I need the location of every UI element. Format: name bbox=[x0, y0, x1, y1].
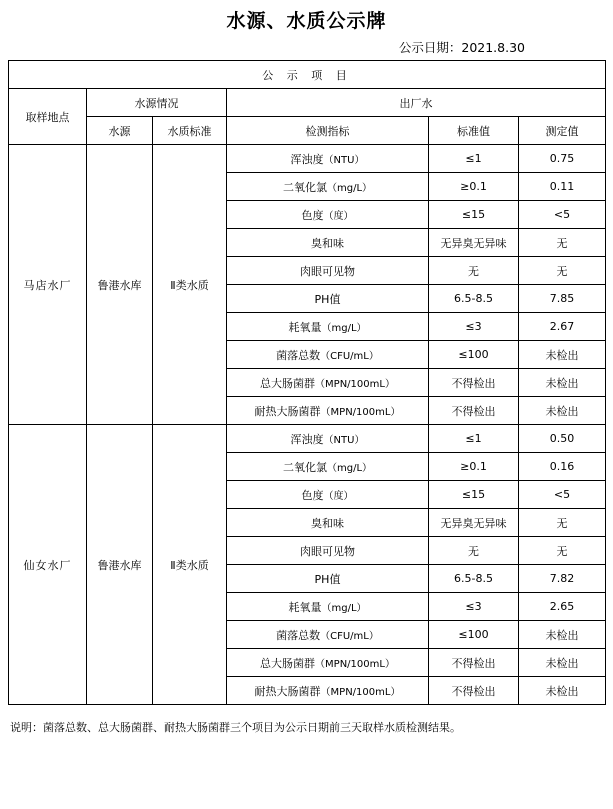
measured-value-cell: 0.50 bbox=[519, 425, 606, 453]
indicator-unit: （mg/L） bbox=[321, 322, 367, 334]
indicator-name: 肉眼可见物 bbox=[300, 544, 355, 558]
indicator-cell bbox=[227, 677, 429, 705]
plant-source: 鲁港水库 bbox=[87, 425, 153, 705]
table-row bbox=[9, 145, 606, 173]
standard-value-cell: 无异臭无异味 bbox=[429, 229, 519, 257]
indicator-name: 耗氧量 bbox=[288, 320, 322, 334]
header-standard-value: 标准值 bbox=[429, 117, 519, 145]
indicator-name: 菌落总数 bbox=[276, 628, 321, 642]
measured-value-cell: 0.75 bbox=[519, 145, 606, 173]
standard-value-cell: 不得检出 bbox=[429, 369, 519, 397]
measured-value-cell: 未检出 bbox=[519, 677, 606, 705]
indicator-unit: （mg/L） bbox=[321, 602, 367, 614]
indicator-name: 总大肠菌群 bbox=[260, 376, 316, 390]
indicator-unit: （MPN/100mL） bbox=[320, 686, 401, 698]
footnote: 说明：菌落总数、总大肠菌群、耐热大肠菌群三个项目为公示日期前三天取样水质检测结果。 bbox=[10, 721, 461, 734]
indicator-unit: （NTU） bbox=[323, 154, 365, 166]
standard-value-cell: 无异臭无异味 bbox=[429, 509, 519, 537]
indicator-unit: （mg/L） bbox=[326, 462, 373, 474]
indicator-name: 总大肠菌群 bbox=[260, 656, 316, 670]
indicator-name: PH值 bbox=[314, 292, 341, 306]
standard-value-cell: 不得检出 bbox=[429, 649, 519, 677]
indicator-name: 二氧化氯 bbox=[282, 460, 327, 474]
header-indicator: 检测指标 bbox=[227, 117, 429, 145]
header-source: 水源 bbox=[87, 117, 153, 145]
header-outlet-group: 出厂水 bbox=[227, 89, 606, 117]
indicator-cell bbox=[227, 649, 429, 677]
standard-value-cell: ≤3 bbox=[429, 593, 519, 621]
measured-value-cell: 未检出 bbox=[519, 621, 606, 649]
measured-value-cell: 无 bbox=[519, 537, 606, 565]
indicator-unit: （NTU） bbox=[323, 434, 365, 446]
indicator-name: 耐热大肠菌群 bbox=[254, 684, 321, 698]
measured-value-cell: 无 bbox=[519, 509, 606, 537]
indicator-unit: （MPN/100mL） bbox=[315, 658, 395, 670]
indicator-cell bbox=[227, 397, 429, 425]
plant-standard: Ⅱ类水质 bbox=[153, 145, 227, 425]
measured-value-cell: 未检出 bbox=[519, 649, 606, 677]
standard-value-cell: ≤1 bbox=[429, 145, 519, 173]
table-row bbox=[9, 425, 606, 453]
indicator-cell bbox=[227, 201, 429, 229]
indicator-cell bbox=[227, 341, 429, 369]
indicator-name: 色度 bbox=[301, 488, 324, 502]
indicator-name: 色度 bbox=[301, 208, 324, 222]
indicator-name: 臭和味 bbox=[311, 236, 344, 250]
header-location: 取样地点 bbox=[9, 89, 87, 145]
indicator-name: 耗氧量 bbox=[288, 600, 322, 614]
indicator-unit: （度） bbox=[323, 490, 354, 502]
plant-source: 鲁港水库 bbox=[87, 145, 153, 425]
banner-row bbox=[9, 61, 606, 89]
standard-value-cell: 不得检出 bbox=[429, 397, 519, 425]
indicator-unit: （度） bbox=[323, 210, 354, 222]
plant-standard: Ⅱ类水质 bbox=[153, 425, 227, 705]
measured-value-cell: 无 bbox=[519, 229, 606, 257]
measured-value-cell: 0.11 bbox=[519, 173, 606, 201]
measured-value-cell: 0.16 bbox=[519, 453, 606, 481]
measured-value-cell: 7.85 bbox=[519, 285, 606, 313]
indicator-unit: （CFU/mL） bbox=[320, 630, 379, 642]
indicator-cell bbox=[227, 313, 429, 341]
standard-value-cell: ≤15 bbox=[429, 201, 519, 229]
indicator-cell bbox=[227, 453, 429, 481]
publish-date-row bbox=[0, 38, 613, 60]
indicator-cell bbox=[227, 173, 429, 201]
indicator-unit: （MPN/100mL） bbox=[320, 406, 401, 418]
measured-value-cell: 2.67 bbox=[519, 313, 606, 341]
measured-value-cell: 未检出 bbox=[519, 397, 606, 425]
indicator-cell bbox=[227, 229, 429, 257]
measured-value-cell: <5 bbox=[519, 201, 606, 229]
plant-name: 仙女水厂 bbox=[9, 425, 87, 705]
indicator-cell bbox=[227, 537, 429, 565]
indicator-name: 浑浊度 bbox=[290, 432, 324, 446]
indicator-name: 二氧化氯 bbox=[282, 180, 327, 194]
water-quality-table bbox=[8, 60, 606, 705]
table-header bbox=[9, 61, 606, 145]
measured-value-cell: 2.65 bbox=[519, 593, 606, 621]
indicator-cell bbox=[227, 425, 429, 453]
indicator-name: 菌落总数 bbox=[276, 348, 321, 362]
indicator-cell bbox=[227, 621, 429, 649]
page-title: 水源、水质公示牌 bbox=[226, 10, 387, 32]
plant-name: 马店水厂 bbox=[9, 145, 87, 425]
standard-value-cell: ≥0.1 bbox=[429, 453, 519, 481]
indicator-cell bbox=[227, 565, 429, 593]
standard-value-cell: 不得检出 bbox=[429, 677, 519, 705]
standard-value-cell: ≤1 bbox=[429, 425, 519, 453]
standard-value-cell: 无 bbox=[429, 257, 519, 285]
publish-date: 公示日期：2021.8.30 bbox=[398, 40, 525, 55]
standard-value-cell: ≤100 bbox=[429, 341, 519, 369]
header-source-group: 水源情况 bbox=[87, 89, 227, 117]
table-body bbox=[9, 145, 606, 705]
group-header-row bbox=[9, 89, 606, 117]
column-header-row bbox=[9, 117, 606, 145]
indicator-cell bbox=[227, 481, 429, 509]
indicator-name: 耐热大肠菌群 bbox=[254, 404, 321, 418]
header-measured-value: 测定值 bbox=[519, 117, 606, 145]
measured-value-cell: 无 bbox=[519, 257, 606, 285]
indicator-cell bbox=[227, 509, 429, 537]
measured-value-cell: 未检出 bbox=[519, 341, 606, 369]
standard-value-cell: ≥0.1 bbox=[429, 173, 519, 201]
standard-value-cell: 无 bbox=[429, 537, 519, 565]
indicator-name: 浑浊度 bbox=[290, 152, 324, 166]
indicator-name: 臭和味 bbox=[311, 516, 344, 530]
indicator-cell bbox=[227, 369, 429, 397]
measured-value-cell: <5 bbox=[519, 481, 606, 509]
header-standard: 水质标准 bbox=[153, 117, 227, 145]
standard-value-cell: 6.5-8.5 bbox=[429, 565, 519, 593]
standard-value-cell: ≤15 bbox=[429, 481, 519, 509]
standard-value-cell: 6.5-8.5 bbox=[429, 285, 519, 313]
indicator-cell bbox=[227, 145, 429, 173]
standard-value-cell: ≤100 bbox=[429, 621, 519, 649]
indicator-cell bbox=[227, 593, 429, 621]
indicator-cell bbox=[227, 257, 429, 285]
indicator-unit: （mg/L） bbox=[326, 182, 373, 194]
measured-value-cell: 7.82 bbox=[519, 565, 606, 593]
indicator-unit: （MPN/100mL） bbox=[315, 378, 395, 390]
measured-value-cell: 未检出 bbox=[519, 369, 606, 397]
indicator-name: 肉眼可见物 bbox=[300, 264, 355, 278]
standard-value-cell: ≤3 bbox=[429, 313, 519, 341]
indicator-name: PH值 bbox=[314, 572, 341, 586]
indicator-unit: （CFU/mL） bbox=[320, 350, 379, 362]
indicator-cell bbox=[227, 285, 429, 313]
banner-cell: 公 示 项 目 bbox=[9, 61, 606, 89]
